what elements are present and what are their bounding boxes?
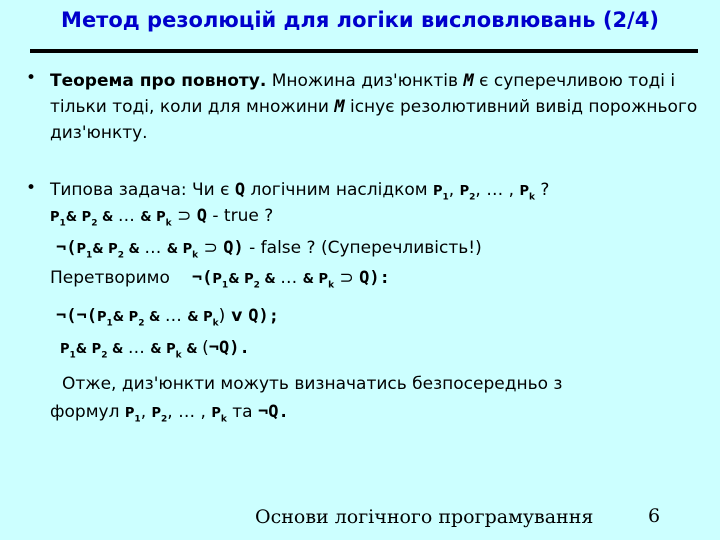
p: P: [318, 272, 329, 287]
comma: ,: [475, 180, 487, 200]
comma: ,: [200, 402, 212, 422]
neg: ¬: [258, 402, 269, 422]
sub: 1: [106, 318, 113, 329]
paren: (: [202, 268, 213, 288]
sub: 1: [69, 350, 76, 361]
question-mark: ?: [534, 180, 550, 200]
p: P: [182, 242, 193, 257]
q: Q: [359, 268, 370, 288]
neg: ¬: [191, 268, 203, 288]
q: Q: [218, 338, 230, 358]
ellipsis: …: [144, 238, 167, 258]
ellipsis: …: [178, 402, 201, 422]
sub: k: [212, 318, 219, 329]
comma: ,: [140, 402, 152, 422]
amp: &: [92, 242, 109, 257]
q: Q: [196, 206, 207, 226]
slide-title: Метод резолюцій для логіки висловлювань (2/4): [61, 8, 659, 32]
amp: &: [144, 310, 165, 325]
neg: ¬: [56, 238, 67, 258]
colon: :: [379, 268, 390, 288]
paren: (: [86, 306, 97, 326]
conclusion-line-2: [50, 402, 289, 424]
amp: &: [228, 272, 245, 287]
sub: 1: [221, 280, 229, 291]
p: P: [124, 406, 135, 421]
amp: &: [97, 210, 118, 225]
paren: ): [258, 306, 269, 326]
ellipsis: …: [280, 268, 303, 288]
task-line-2: [50, 206, 273, 228]
comma: ,: [448, 180, 460, 200]
paren: ): [233, 238, 244, 258]
amp: &: [302, 272, 319, 287]
p: P: [97, 310, 107, 325]
p: P: [50, 210, 60, 225]
p: P: [519, 184, 529, 199]
paren: (: [66, 238, 77, 258]
bullet-1-marker: •: [26, 68, 37, 88]
amp: &: [65, 210, 82, 225]
q-symbol: Q: [234, 180, 246, 200]
ellipsis: …: [117, 206, 141, 226]
task-line-1: [50, 180, 549, 202]
bullet-2-marker: •: [26, 178, 37, 198]
page-number: 6: [648, 505, 661, 527]
sub: k: [328, 280, 335, 291]
sub: 1: [86, 250, 93, 261]
neg: ¬: [208, 338, 219, 358]
amp: &: [123, 242, 145, 257]
amp: &: [112, 310, 129, 325]
ellipsis: …: [486, 180, 509, 200]
b1-M-1: M: [463, 71, 474, 91]
p: P: [60, 342, 70, 357]
sub: k: [220, 414, 227, 425]
sub: 1: [442, 192, 449, 203]
theorem-label: Теорема про повноту.: [50, 71, 267, 91]
task-line-6: [60, 338, 250, 360]
sub: 2: [117, 250, 124, 261]
period: .: [278, 402, 289, 422]
paren: ): [218, 306, 226, 326]
p: P: [212, 272, 222, 287]
b1-text-3: існує резолютивний вивід порожнього диз'юнкту.: [50, 97, 698, 143]
sub: 2: [91, 218, 98, 229]
conclusion-text: формул: [50, 402, 125, 422]
implies: ⊃: [334, 268, 360, 288]
q: Q: [248, 306, 259, 326]
sub: 2: [101, 350, 108, 361]
p: P: [203, 310, 213, 325]
sub: 2: [469, 192, 476, 203]
amp: &: [150, 342, 167, 357]
conclusion-line-1: Отже, диз'юнкти можуть визначатись безпосередньо з: [62, 374, 563, 394]
b1-M-2: M: [334, 97, 345, 117]
semicolon: ;: [268, 306, 279, 326]
amp: &: [75, 342, 92, 357]
sub: k: [528, 192, 535, 203]
paren: ): [369, 268, 380, 288]
p: P: [166, 342, 176, 357]
sub: k: [175, 350, 182, 361]
conclusion-text: та: [226, 402, 258, 422]
period: .: [239, 338, 250, 358]
p: P: [108, 242, 118, 257]
paren: ): [229, 338, 240, 358]
task-text-1: Типова задача: Чи є: [50, 180, 235, 200]
ellipsis: …: [127, 338, 151, 358]
p: P: [151, 406, 162, 421]
task-text-2: логічним наслідком: [245, 180, 433, 200]
paren: (: [202, 338, 209, 358]
p: P: [244, 272, 254, 287]
bullet-1-text: [50, 68, 700, 146]
title-underline: [30, 49, 698, 53]
false-question: - false ? (Суперечливість!): [243, 238, 482, 258]
footer-course-title: Основи логічного програмування: [255, 506, 594, 528]
paren: (: [66, 306, 77, 326]
task-line-5: [56, 306, 279, 328]
comma: ,: [167, 402, 179, 422]
ellipsis: …: [164, 306, 188, 326]
sub: 2: [161, 414, 168, 425]
amp: &: [107, 342, 128, 357]
p: P: [211, 406, 221, 421]
transform-label: Перетворимо: [50, 268, 170, 288]
p: P: [433, 184, 443, 199]
neg: ¬: [76, 306, 87, 326]
true-question: - true ?: [206, 206, 274, 226]
p: P: [156, 210, 166, 225]
sub: 2: [253, 280, 260, 291]
sub: 1: [59, 218, 66, 229]
comma: ,: [508, 180, 520, 200]
p: P: [91, 342, 102, 357]
q: Q: [223, 238, 234, 258]
amp: &: [140, 210, 157, 225]
p: P: [459, 184, 470, 199]
implies: ⊃: [198, 238, 224, 258]
amp: &: [187, 310, 204, 325]
p: P: [76, 242, 87, 257]
b1-text-1: Множина диз'юнктів: [266, 71, 464, 91]
neg: ¬: [56, 306, 67, 326]
b1-text-2: є суперечливою тоді і тільки тоді, коли для множини: [50, 71, 676, 117]
sub: k: [192, 250, 199, 261]
q: Q: [268, 402, 279, 422]
amp: &: [259, 272, 281, 287]
p: P: [81, 210, 92, 225]
amp: &: [166, 242, 183, 257]
sub: 1: [134, 414, 141, 425]
task-line-4: [50, 268, 390, 290]
task-line-3: [56, 238, 482, 260]
or: v: [225, 306, 249, 326]
amp: &: [181, 342, 203, 357]
sub: k: [165, 218, 172, 229]
sub: 2: [138, 318, 145, 329]
p: P: [128, 310, 139, 325]
implies: ⊃: [171, 206, 197, 226]
